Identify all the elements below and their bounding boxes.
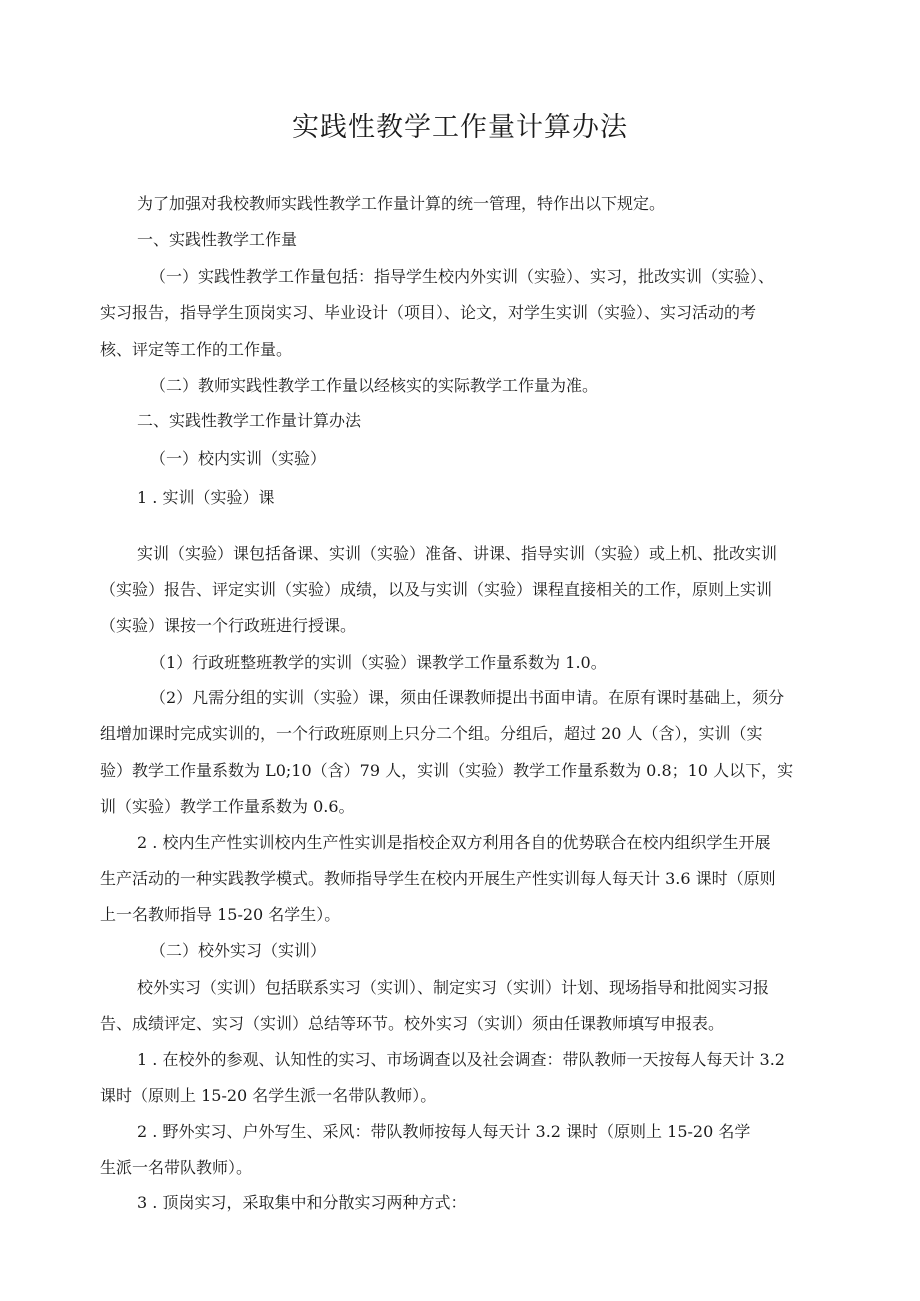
item-heading: 1 . 实训（实验）课 — [137, 488, 275, 507]
paragraph-line: 组增加课时完成实训的，一个行政班原则上只分二个组。分组后，超过 20 人（含），实训（实 — [100, 724, 763, 743]
paragraph-line: （2）凡需分组的实训（实验）课，须由任课教师提出书面申请。在原有课时基础上，须分 — [150, 688, 785, 707]
paragraph-line: 实训（实验）课包括备课、实训（实验）准备、讲课、指导实训（实验）或上机、批改实训 — [137, 544, 778, 563]
paragraph-line: 生产活动的一种实践教学模式。教师指导学生在校内开展生产性实训每人每天计 3.6 课时（原则 — [100, 869, 776, 888]
subheading-offcampus-internship: （二）校外实习（实训） — [150, 941, 327, 960]
paragraph-line: 核、评定等工作的工作量。 — [100, 340, 293, 359]
subheading-campus-training: （一）校内实训（实验） — [150, 449, 327, 468]
paragraph-line: 1 . 在校外的参观、认知性的实习、市场调查以及社会调查：带队教师一天按每人每天计 3.2 — [137, 1050, 785, 1069]
paragraph-line: （实验）报告、评定实训（实验）成绩，以及与实训（实验）课程直接相关的工作，原则上实训 — [100, 580, 773, 599]
paragraph-line: （一）实践性教学工作量包括：指导学生校内外实训（实验）、实习，批改实训（实验）、 — [150, 267, 775, 286]
paragraph-intro: 为了加强对我校教师实践性教学工作量计算的统一管理，特作出以下规定。 — [137, 194, 666, 213]
heading-section-2: 二、实践性教学工作量计算办法 — [137, 411, 362, 430]
paragraph-line: 实习报告，指导学生顶岗实习、毕业设计（项目）、论文，对学生实训（实验）、实习活动的考 — [100, 303, 757, 322]
paragraph-line: （1）行政班整班教学的实训（实验）课教学工作量系数为 1.0。 — [150, 653, 607, 672]
paragraph-line: 验）教学工作量系数为 L0;10（含）79 人，实训（实验）教学工作量系数为 0.8；10 人以下，实 — [100, 761, 794, 780]
paragraph-line: 课时（原则上 15-20 名学生派一名带队教师）。 — [100, 1086, 437, 1105]
paragraph-line: （实验）课按一个行政班进行授课。 — [100, 616, 357, 635]
paragraph-line: （二）教师实践性教学工作量以经核实的实际教学工作量为准。 — [150, 376, 599, 395]
paragraph-line: 训（实验）教学工作量系数为 0.6。 — [100, 797, 355, 816]
document-title: 实践性教学工作量计算办法 — [292, 112, 628, 143]
paragraph-line: 生派一名带队教师）。 — [100, 1158, 253, 1177]
paragraph-line: 2 . 野外实习、户外写生、采风：带队教师按每人每天计 3.2 课时（原则上 15-20 名学 — [137, 1122, 751, 1141]
paragraph-line: 2 . 校内生产性实训校内生产性实训是指校企双方利用各自的优势联合在校内组织学生开展 — [137, 833, 771, 852]
paragraph-line: 告、成绩评定、实习（实训）总结等环节。校外实习（实训）须由任课教师填写申报表。 — [100, 1014, 725, 1033]
heading-section-1: 一、实践性教学工作量 — [137, 230, 298, 249]
paragraph-line: 校外实习（实训）包括联系实习（实训）、制定实习（实训）计划、现场指导和批阅实习报 — [137, 978, 770, 997]
paragraph-line: 上一名教师指导 15-20 名学生）。 — [100, 905, 341, 924]
paragraph-line: 3 . 顶岗实习，采取集中和分散实习两种方式： — [137, 1193, 467, 1212]
